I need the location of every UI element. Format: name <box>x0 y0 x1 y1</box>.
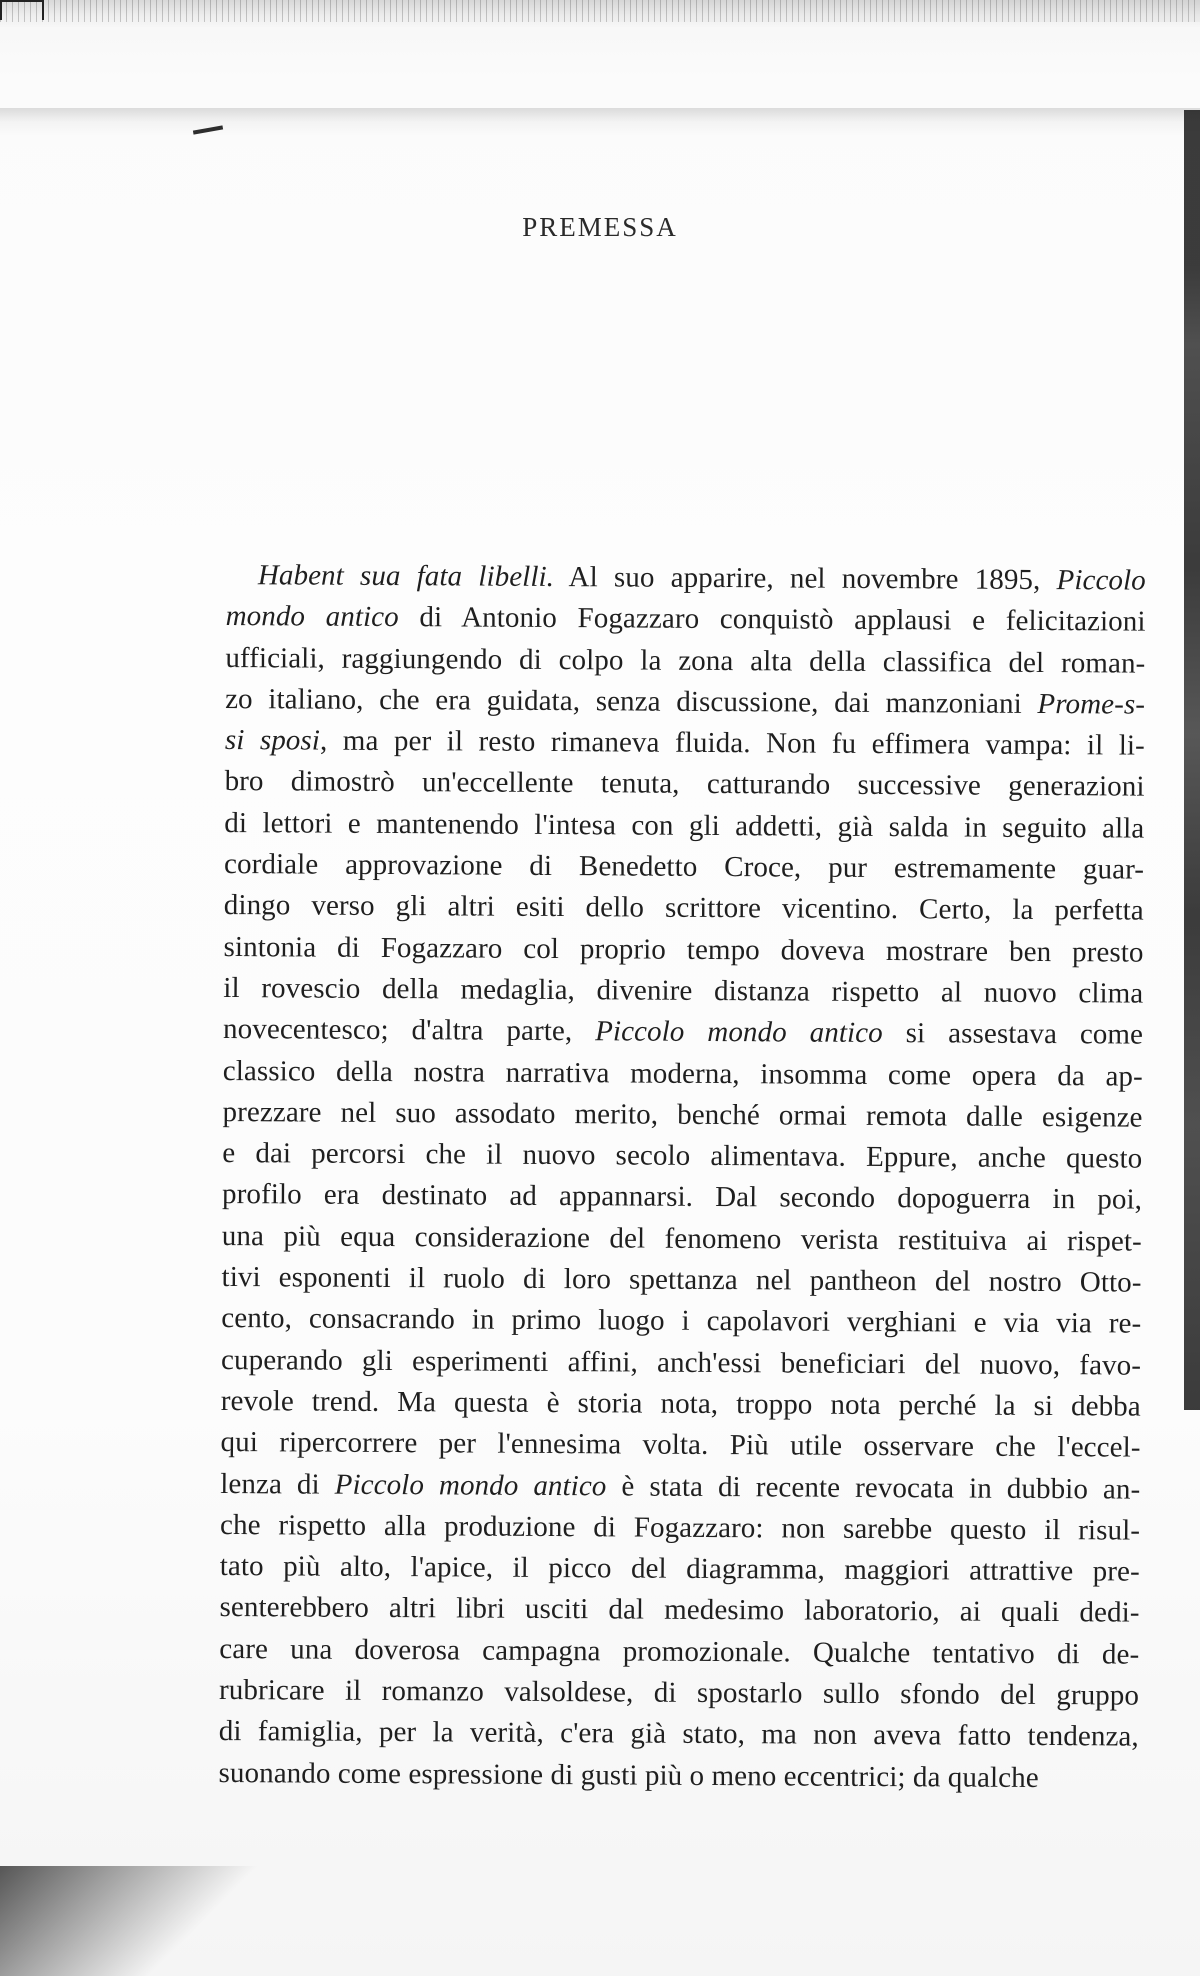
text-line <box>219 1670 1139 1717</box>
text-line <box>221 1298 1141 1345</box>
text-line <box>220 1464 1140 1511</box>
text-segment: Al suo apparire, nel novembre 1895, <box>553 561 1057 597</box>
text-segment: e dai percorsi che il nuovo secolo alimentava. Eppure, anche questo <box>222 1137 1143 1175</box>
text-line <box>220 1546 1140 1593</box>
text-line <box>222 1133 1142 1180</box>
text-line <box>221 1257 1141 1304</box>
text-line <box>220 1505 1140 1552</box>
text-line <box>219 1629 1139 1676</box>
italic-text-segment: Habent sua fata libelli. <box>257 559 555 594</box>
text-segment: dingo verso gli altri esiti dello scrittore vicentino. Certo, la perfetta <box>223 889 1144 927</box>
text-segment: tato più alto, l'apice, il picco del diagramma, maggiori attrattive pre- <box>219 1550 1140 1588</box>
text-segment: rubricare il romanzo valsoldese, di spostarlo sullo sfondo del gruppo <box>218 1673 1140 1712</box>
text-line <box>225 720 1145 767</box>
text-line <box>223 1009 1143 1056</box>
text-line <box>223 1051 1143 1098</box>
text-line <box>224 885 1144 932</box>
text-line <box>219 1587 1139 1634</box>
text-segment: classico della nostra narrativa moderna, insomma come opera da ap- <box>222 1054 1143 1093</box>
text-segment: tivi esponenti il ruolo di loro spettanza nel pantheon del nostro Otto- <box>221 1261 1142 1299</box>
italic-text-segment: Piccolo mondo antico <box>595 1015 883 1050</box>
section-heading: PREMESSA <box>522 212 678 242</box>
text-segment: suonando come espressione di gusti più o meno eccentrici; da qualche <box>218 1756 1039 1794</box>
text-segment: una più equa considerazione del fenomeno verista restituiva ai rispet- <box>221 1219 1142 1258</box>
scan-top-ruler-marks <box>0 0 1200 22</box>
text-line <box>219 1711 1139 1758</box>
text-segment: ufficiali, raggiungendo di colpo la zona alta della classifica del roman- <box>225 641 1146 680</box>
scan-top-left-marker <box>0 0 44 20</box>
text-line <box>220 1422 1140 1469</box>
text-segment: di lettori e mantenendo l'intesa con gli addetti, già salda in seguito alla <box>224 806 1145 845</box>
text-segment: cordiale approvazione di Benedetto Croce, pur estremamente guar- <box>224 848 1145 886</box>
text-line <box>218 1753 1138 1800</box>
text-segment: di famiglia, per la verità, c'era già stato, ma non aveva fatto tendenza, <box>218 1715 1139 1753</box>
text-segment: che rispetto alla produzione di Fogazzaro: non sarebbe questo il risul- <box>219 1508 1141 1547</box>
text-segment: bro dimostrò un'eccellente tenuta, catturando successive generazioni <box>224 765 1145 804</box>
text-segment: , ma per il resto rimaneva fluida. Non fu effimera vampa: il li- <box>319 724 1145 762</box>
text-segment: novecentesco; d'altra parte, <box>223 1013 596 1048</box>
text-line <box>222 1174 1142 1221</box>
italic-text-segment: mondo antico <box>225 600 399 634</box>
text-line <box>224 803 1144 850</box>
text-line <box>221 1381 1141 1428</box>
text-segment: sintonia di Fogazzaro col proprio tempo doveva mostrare ben presto <box>223 930 1144 969</box>
italic-text-segment: si sposi <box>224 724 321 757</box>
body-text-block <box>218 555 1146 1800</box>
text-line <box>224 761 1144 808</box>
text-line <box>225 679 1145 726</box>
text-segment: zo italiano, che era guidata, senza discussione, dai manzoniani <box>225 682 1038 720</box>
text-segment: si assestava come <box>882 1017 1144 1051</box>
text-segment: cuperando gli esperimenti affini, anch'essi beneficiari del nuovo, favo- <box>220 1343 1142 1382</box>
bottom-left-shadow <box>0 1866 360 1976</box>
text-segment: senterebbero altri libri usciti dal medesimo laboratorio, ai quali dedi- <box>219 1591 1140 1630</box>
text-line <box>223 968 1143 1015</box>
right-edge-shadow <box>1184 110 1200 1410</box>
text-line <box>225 638 1145 685</box>
text-line <box>226 555 1146 602</box>
text-line <box>221 1340 1141 1387</box>
page-shadow-band <box>0 108 1200 136</box>
italic-text-segment: Prome-s- <box>1037 687 1146 721</box>
text-segment: di Antonio Fogazzaro conquistò applausi e felicitazioni <box>398 601 1146 638</box>
text-segment: revole trend. Ma questa è storia nota, troppo nota perché la si debba <box>220 1384 1141 1423</box>
text-segment: è stata di recente revocata in dubbio an- <box>606 1469 1141 1506</box>
text-line <box>222 1216 1142 1263</box>
text-segment: prezzare nel suo assodato merito, benché ormai remota dalle esigenze <box>222 1095 1143 1134</box>
text-line <box>224 844 1144 891</box>
italic-text-segment: Piccolo <box>1056 564 1146 597</box>
text-segment: cento, consacrando in primo luogo i capolavori verghiani e via via re- <box>221 1302 1142 1340</box>
text-segment: care una doverosa campagna promozionale. Qualche tentativo di de- <box>219 1632 1140 1671</box>
text-line <box>223 927 1143 974</box>
italic-text-segment: Piccolo mondo antico <box>334 1468 607 1502</box>
text-segment: il rovescio della medaglia, divenire distanza rispetto al nuovo clima <box>223 971 1144 1010</box>
text-line <box>225 596 1145 643</box>
text-line <box>222 1092 1142 1139</box>
text-segment: lenza di <box>220 1467 335 1501</box>
text-segment: qui ripercorrere per l'ennesima volta. Più utile osservare che l'eccel- <box>220 1426 1141 1464</box>
text-segment: profilo era destinato ad appannarsi. Dal secondo dopoguerra in poi, <box>221 1178 1143 1217</box>
